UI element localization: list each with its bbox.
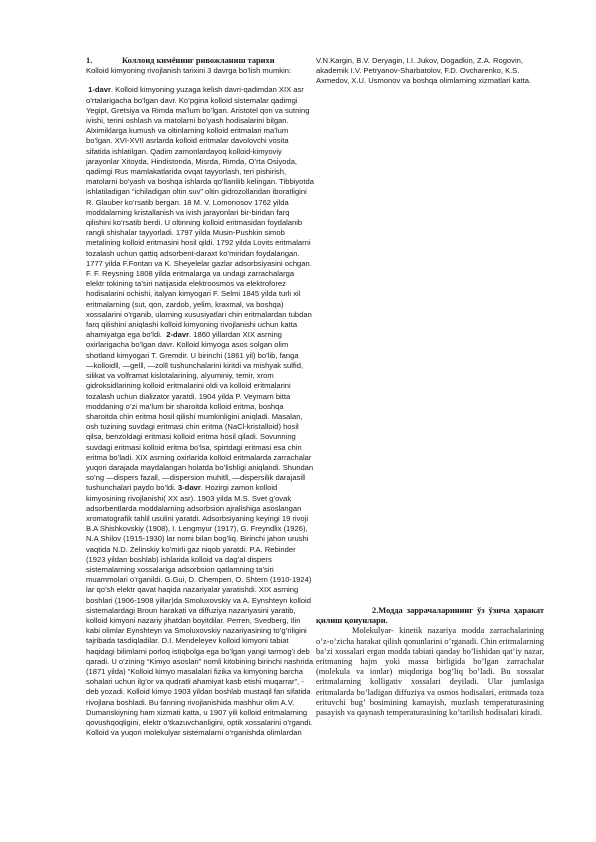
period3-text: . Hozirgi zamon kolloid kimyosining rivojlanishi( XX asr). 1903 yilda M.S. Svet g’ovak adsorbentlarda moddalarning adsorbsion ajralishiga asoslangan xromatografik tahlil usulini yaratdi. Adsorbsiyaning keyingi 19 rivoji B.A Shishkovskiy (1908), I. Lengmyur (1917), G. Freyndlix (1926), N.A Shilov (1915-1930) lar nomi bilan bog’liq. Birinchi jahon urushi vaqtida N.D. Zelinskiy ko’mirli gaz niqob yaratdi. P.A. Rebinder (1923 yildan boshlab) ishlarida kolloid va dag’al dispers sistemalarning xossalariga adsorbsion qatlamning ta’siri muammolari o’rganildi. G.Gui, D. Chempen, O. Shtern (1910-1924) lar qo’sh elektr qavat haqida nazariyalar yaratishdi. XIX asrning boshlari (1906-1908 yillar)da Smoluxovskiy va A. Eynshteyn kolloid sistemalardagi Broun harakati va diffuziya nazariyasini yaratib, kolloid kimyoni nazariy jihatdan boyitdilar. Perren, Svedberg, Ilin kabi olimlar Eynshteyn va Smoluxovskiy nazariyasining to’g’riligini tajribada tasdiqladilar. D.I. Mendeleyev kolloid kimyoni tabiat haqidagi bilimlarni porloq istiqbolga ega bo’lgan yangi tarmog’i deb qaradi. U o’zining “Kimyo asoslari” nomli kitobining birinchi nashrida (1871 yilda) “Kolloid kimyo masalalari fizika va kimyoning barcha sohalari uchun ilg’or va qudratli ahamiyat kasb etishi muqarrar”, -deb yozadi. Kolloid kimyo 1903 yildan boshlab mustaqil fan sifatida rivojlana boshladi. Bu fanning rivojlanishida mashhur olim A.V. Dumanskiyning ham xizmati katta, u 1907 yili kolloid eritmalarning qovushqoqligini, elektr o’tkazuvchanligini, optik xossalarini o’rgandi. Kolloid va yuqori molekulyar sistemalarni o’rganishda olimlardan: [86, 483, 314, 738]
section1-intro: Kolloid kimyoning rivojlanish tarixini 3 davrga bo’lish mumkin:: [86, 66, 292, 76]
left-column: [86, 56, 314, 738]
spacer: [86, 76, 314, 85]
section2: [316, 606, 544, 718]
right-column: [316, 56, 544, 87]
period3-text-continued: V.N.Kargin, B.V. Deryagin, I.I. Jukov, Dogadkin, Z.A. Rogovin, akademik I.V. Petryanov-Sharbatolov, F.D. Ovcharenko, K.S. Axmedov, X.U. Usmonov va boshqa olimlarning xizmatlari katta.: [316, 56, 532, 86]
section1-heading: [86, 56, 314, 66]
period2-label: 2-davr: [166, 330, 190, 340]
period3-label: 3-davr: [178, 483, 201, 493]
section2-heading-text: Модда заррачаларининг ўз ўзича ҳаракат қилиш қонунлари.: [316, 606, 544, 626]
section1-heading-number: 1.: [86, 56, 93, 65]
period1-label: 1-davr: [88, 85, 111, 95]
section2-heading: [316, 606, 544, 626]
section2-paragraph: Molekulyar- kinetik nazariya modda zarrachalarining o’z-o’zicha harakat qilish qonunlarini o’rganadi. Chin eritmalarning ba’zi xossalari ergan modda tabiati qanday bo’lishidan qat’iy nazar, eritmaning hajm yoki massa birligida bo’lgan zarrachalar (molekula va ionlar) miqdoriga bog’liq bo’ladi. Bu xossalar eritmalarning kolligativ xossalari deyiladi. Ular jumlasiga eritmalarda bo’ladigan diffuziya va osmos hodisalari, eritmada toza erituvchi bug’ bosimining kamayish, muzlash temperaturasining pasayish va qaynash temperaturasining ko’tarilish hodisalari kiradi.: [316, 626, 544, 718]
period1-text: . Kolloid kimyoning yuzaga kelish davri-qadimdan XIX asr o’rtalarigacha bo’lgan davr. Ko’pgina kolloid sistemalar qadimgi Yegipt, Gretsiya va Rimda ma’lum bo’lgan. Aristotel qon va sutning ivishi, terini oshlash va matolarni bo’yash hodisalarini bilgan. Alximiklarga kumush va oltinlarning kolloid eritmalari ma’lum bo’lgan. XVI-XVII asrlarda kolloid eritmalar davolovchi vosita sifatida ishlatilgan. Qadim zamonlardayoq kolloid-kimyoviy jarayonlar Xitoyda, Hindistonda, Misrda, Rimda, O’rta Osiyoda, qadimgi Rus mamlakatlarida ovqat tayyorlash, teri pishirish, matolarni bo’yash va boshqa ishlarda qo’llanilib kelingan. Tibbiyotda ishlatiladigan “ichiladigan oltin suv” oltin gidrozollaridan iboratligini R. Glauber ko’rsatib bergan. 18 M. V. Lomonosov 1762 yilda moddalarning kristallanish va ivish jarayonlari bir-biridan farq qilishini ko’rsatib berdi. U oltinning kolloid eritmasidan foydalanib rangli shishalar tayyorladi. 1797 yilda Musin-Pushkin simob metalining kolloid eritmasini hosil qildi. 1792 yilda Lovits eritmalarni tozalash uchun qattiq adsorbent-daraxt ko’miridan foydalangan. 1777 yilda F.Fontan va K. Sheyelelar gazlar adsorbsiyasini ochgan. F. F. Reysning 1808 yilda eritmalarga va undagi zarrachalarga elektr tokining ta’siri natijasida elektroosmos va elektroforez hodisalarini ochishi, italyan kimyogari F. Selmi 1845 yilda turli xil eritmalarning (sut, qon, zardob, yelim, kraxmal, va boshqa) xossalarini o’rganib, ularning xususiyatlari chin eritmalardan tubdan farq qilishini aniqlashi kolloid kimyoning rivojlanishi uchun katta ahamiyatga ega bo’ldi.: [86, 85, 314, 340]
section1-body: [86, 85, 314, 738]
section2-heading-number: 2.: [372, 606, 379, 615]
section1-heading-text: Коллоид кимёнинг ривожланиш тарихи: [122, 56, 275, 65]
period2-text: . 1860 yillardan XIX asrning oxirlarigacha bo’lgan davr. Kolloid kimyoga asos solgan olim shotland kimyogari T. Gremdir. U birinchi (1861 yil) bo’lib, fanga ―kolloid‖, ―gel‖, ―zol‖ tushunchalarini kiritdi va mishyak sulfid, silikat va volframat kislotalarining, alyuminiy, temir, xrom gidroksidlarining kolloid eritmalarini oldi va kolloid eritmalarini tozalash uchun dializator yaratdi. 1904 yilda P. Veymarn bitta moddaning o’zi ma’lum bir sharoitda kolloid eritma, boshqa sharoitda chin eritma hosil qilishi mumkinligini aniqladi. Masalan, osh tuzining suvdagi eritmasi chin eritma (NaCl-kristalloid) hosil qilsa, benzoldagi eritmasi kolloid eritma hosil qiladi. Sovunning suvdagi eritmasi kolloid eritma bo’lsa, spirtdagi eritmasi esa chin eritma bo’ladi. XIX asrning oxirlarida kolloid eritmalarda zarrachalar yuqori darajada maydalangan holatda bo’lishligi aniqlandi. Shundan so’ng ―dispers faza‖, ―dispersion muhit‖, ―dispersilik darajasi‖ tushunchalari paydo bo’ldi.: [86, 330, 314, 493]
